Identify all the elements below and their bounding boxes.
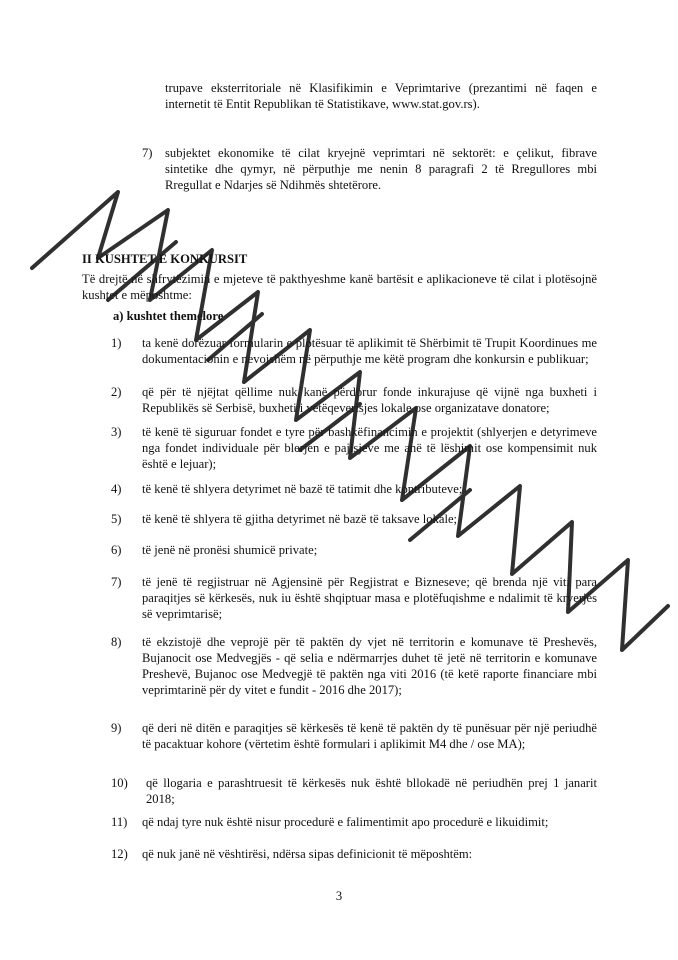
condition-number: 7) [111,575,122,589]
condition-text: që llogaria e parashtruesit të kërkesës nuk është bllokadë në periudhën prej 1 janarit 2018; [146,776,597,806]
condition-text: të jenë në pronësi shumicë private; [142,543,318,557]
condition-text: të kenë të shlyera të gjitha detyrimet në bazë të taksave lokale; [142,512,458,526]
condition-number: 8) [111,635,122,649]
page-number: 3 [335,889,343,903]
condition-number: 11) [111,815,128,829]
condition-text: që nuk janë në vështirësi, ndërsa sipas definicionit të mëposhtëm: [142,847,473,861]
condition-number: 3) [111,425,122,439]
condition-number: 2) [111,385,122,399]
condition-number: 9) [111,721,122,735]
condition-number: 1) [111,336,122,350]
condition-text: që deri në ditën e paraqitjes së kërkesës të kenë të paktën dy të punësuar për një periudhë të pacaktuar kohore (vërtetim është formulari i aplikimit M4 dhe / ose MA); [142,721,597,751]
subsection-title: a) kushtet themelore [113,309,224,323]
item-text: subjektet ekonomike të cilat kryejnë veprimtari në sektorët: e çelikut, fibrave sintetike dhe qymyr, në përputhje me nenin 8 paragrafi 2 të Rregullores mbi Rregullat e Ndarjes së Ndihmës shtetërore. [165,146,597,192]
condition-text: të ekzistojë dhe veprojë për të paktën dy vjet në territorin e komunave të Preshevës, Bujanocit ose Medvegjës - që selia e ndërmarrjes duhet të jetë në territorin e komunave Preshevë, Bujanoc ose Medvegjë të paktën nga viti 2016 (të ketë raporte financiare mbi veprimtarinë për dy vitet e fundit - 2016 dhe 2017); [142,635,597,697]
item-number: 7) [142,146,153,160]
condition-number: 10) [111,776,128,790]
condition-text: të jenë të regjistruar në Agjensinë për Regjistrat e Bizneseve; që brenda një viti para paraqitjes së kërkesës, nuk iu është shqiptuar masa e plotëfuqishme e ndalimit të kryerjes së veprimtarisë; [142,575,597,621]
condition-number: 4) [111,482,122,496]
condition-number: 6) [111,543,122,557]
section-title: II KUSHTET E KONKURSIT [82,252,248,266]
continued-item-text: trupave eksterritoriale në Klasifikimin e Veprimtarive (prezantimi në faqen e internetit të Entit Republikan të Statistikave, www.stat.gov.rs). [165,81,597,111]
intro-paragraph: Të drejtë në shfrytëzimin e mjeteve të pakthyeshme kanë bartësit e aplikacioneve të cilat i plotësojnë kushtet e mëposhtme: [82,272,597,302]
condition-text: që për të njëjtat qëllime nuk kanë përdorur fonde inkurajuse që vijnë nga buxheti i Republikës së Serbisë, buxheti i vetëqeverisjes lokale ose organizatave donatore; [142,385,597,415]
condition-number: 5) [111,512,122,526]
condition-text: të kenë të siguruar fondet e tyre për bashkëfinancimin e projektit (shlyerjen e detyrimeve nga fondet individuale për blerjen e pajisjeve me anë të lëshimit ose kompensimit nuk është e lejuar); [142,425,597,471]
condition-text: të kenë të shlyera detyrimet në bazë të tatimit dhe kontributeve; [142,482,463,496]
condition-number: 12) [111,847,128,861]
condition-text: ta kenë dorëzuar formularin e plotësuar të aplikimit të Shërbimit të Trupit Koordinues me dokumentacionin e nevojshëm në përputhje me këtë program dhe konkursin e publikuar; [142,336,597,366]
condition-text: që ndaj tyre nuk është nisur procedurë e falimentimit apo procedurë e likuidimit; [142,815,549,829]
